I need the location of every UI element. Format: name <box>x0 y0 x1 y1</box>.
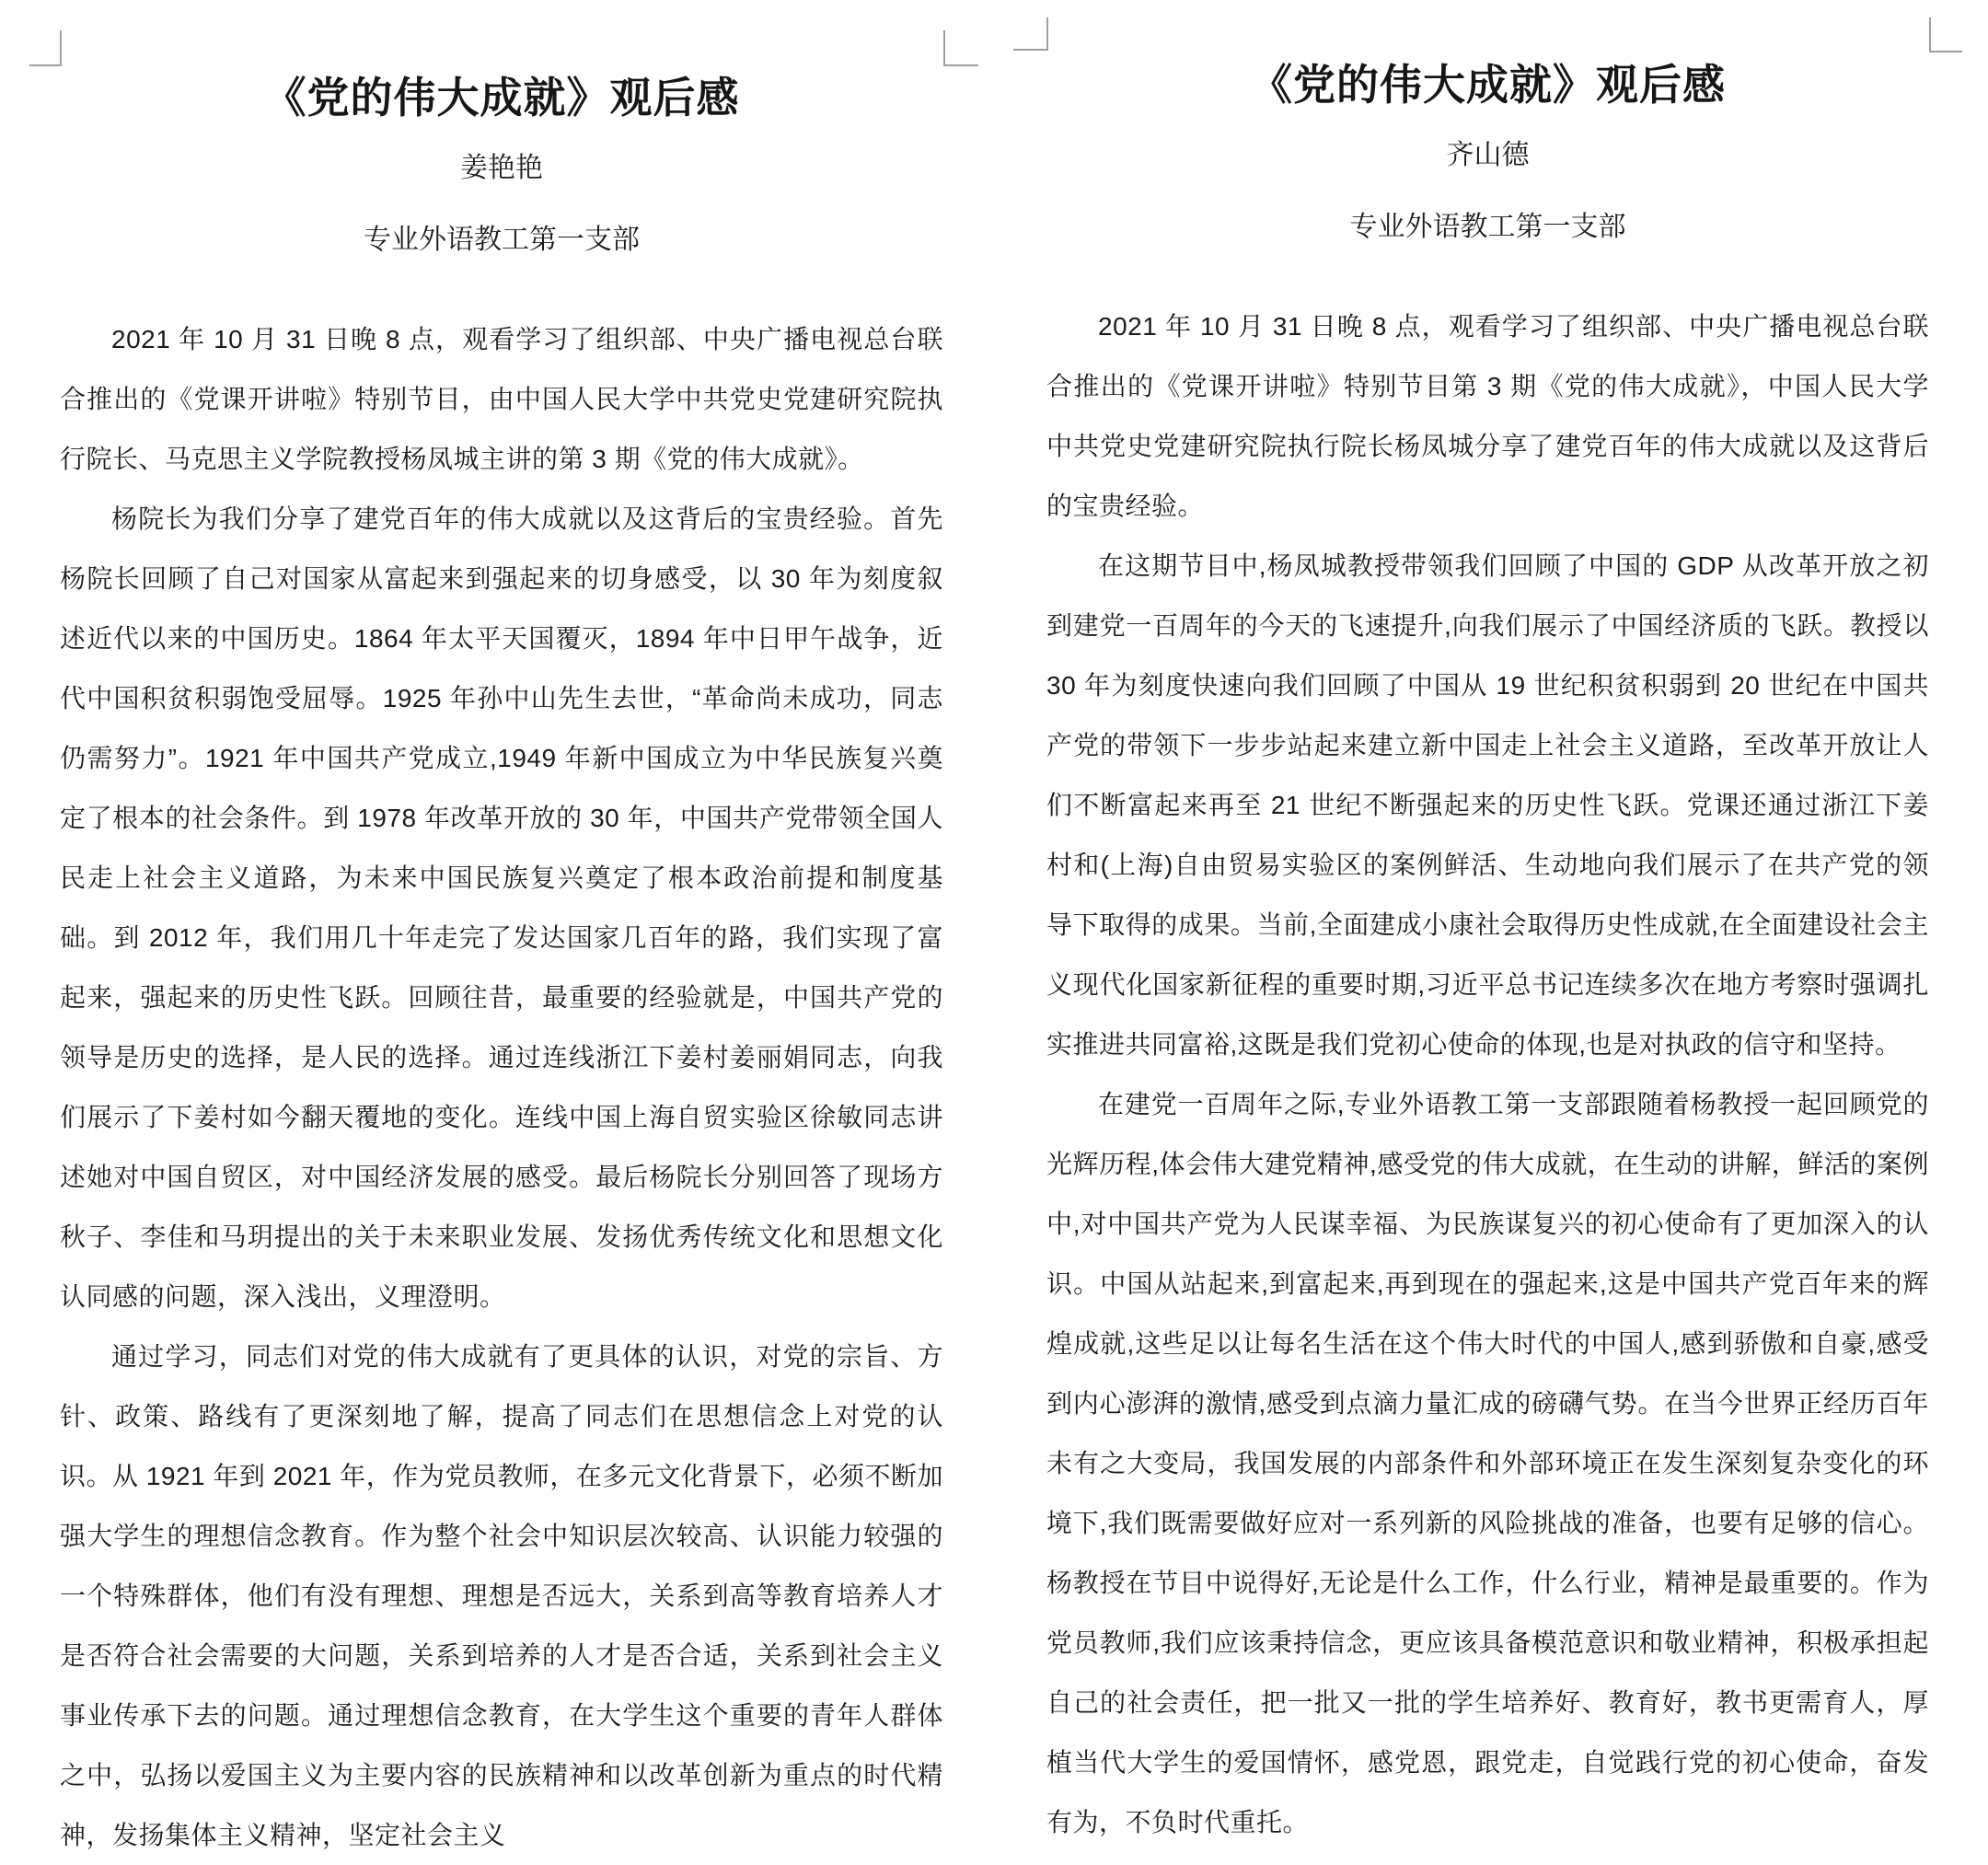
paragraph: 在建党一百周年之际,专业外语教工第一支部跟随着杨教授一起回顾党的光辉历程,体会伟大建党精神,感受党的伟大成就，在生动的讲解，鲜活的案例中,对中国共产党为人民谋幸福、为民族谋复兴的初心使命有了更加深入的认识。中国从站起来,到富起来,再到现在的强起来,这是中国共产党百年来的辉煌成就,这些足以让每名生活在这个伟大时代的中国人,感到骄傲和自豪,感受到内心澎湃的激情,感受到点滴力量汇成的磅礴气势。在当今世界正经历百年未有之大变局，我国发展的内部条件和外部环境正在发生深刻复杂变化的环境下,我们既需要做好应对一系列新的风险挑战的准备，也要有足够的信心。杨教授在节目中说得好,无论是什么工作，什么行业，精神是最重要的。作为党员教师,我们应该秉持信念，更应该具备模范意识和敬业精神，积极承担起自己的社会责任，把一批又一批的学生培养好、教育好，教书更需育人，厚植当代大学生的爱国情怀，感党恩，跟党走，自觉践行党的初心使命，奋发有为，不负时代重托。 <box>1046 1090 1929 1836</box>
author-name: 齐山德 <box>1446 140 1530 170</box>
department-name: 专业外语教工第一支部 <box>1349 212 1626 242</box>
margin-corner-top-right-icon <box>1929 17 1962 52</box>
margin-corner-top-left-icon <box>29 30 62 66</box>
page-title: 《党的伟大成就》观后感 <box>263 74 740 122</box>
margin-corner-top-right-icon <box>943 30 978 66</box>
document-body <box>1046 296 1929 1852</box>
paragraph: 2021 年 10 月 31 日晚 8 点，观看学习了组织部、中央广播电视总台联合推出的《党课开讲啦》特别节目第 3 期《党的伟大成就》，中国人民大学中共党史党建研究院执行院长杨凤城分享了建党百年的伟大成就以及这背后的宝贵经验。 <box>1046 312 1929 520</box>
paragraph: 在这期节目中,杨凤城教授带领我们回顾了中国的 GDP 从改革开放之初到建党一百周年的今天的飞速提升,向我们展示了中国经济质的飞跃。教授以 30 年为刻度快速向我们回顾了中国从 19 世纪积贫积弱到 20 世纪在中国共产党的带领下一步步站起来建立新中国走上社会主义道路，至改革开放让人们不断富起来再至 21 世纪不断强起来的历史性飞跃。党课还通过浙江下姜村和(上海)自由贸易实验区的案例鲜活、生动地向我们展示了在共产党的领导下取得的成果。当前,全面建成小康社会取得历史性成就,在全面建设社会主义现代化国家新征程的重要时期,习近平总书记连续多次在地方考察时强调扎实推进共同富裕,这既是我们党初心使命的体现,也是对执政的信守和坚持。 <box>1046 551 1929 1059</box>
document-page-right <box>994 0 1988 1836</box>
paragraph: 通过学习，同志们对党的伟大成就有了更具体的认识，对党的宗旨、方针、政策、路线有了更深刻地了解，提高了同志们在思想信念上对党的认识。从 1921 年到 2021 年，作为党员教师，在多元文化背景下，必须不断加强大学生的理想信念教育。作为整个社会中知识层次较高、认识能力较强的一个特殊群体，他们有没有理想、理想是否远大，关系到高等教育培养人才是否符合社会需要的大问题，关系到培养的人才是否合适，关系到社会主义事业传承下去的问题。通过理想信念教育，在大学生这个重要的青年人群体之中，弘扬以爱国主义为主要内容的民族精神和以改革创新为重点的时代精神，发扬集体主义精神，坚定社会主义 <box>60 1342 943 1849</box>
paragraph: 2021 年 10 月 31 日晚 8 点，观看学习了组织部、中央广播电视总台联合推出的《党课开讲啦》特别节目，由中国人民大学中共党史党建研究院执行院长、马克思主义学院教授杨凤城主讲的第 3 期《党的伟大成就》。 <box>60 325 943 473</box>
department-name: 专业外语教工第一支部 <box>364 225 640 255</box>
margin-corner-top-left-icon <box>1013 17 1048 51</box>
paragraph: 杨院长为我们分享了建党百年的伟大成就以及这背后的宝贵经验。首先杨院长回顾了自己对国家从富起来到强起来的切身感受，以 30 年为刻度叙述近代以来的中国历史。1864 年太平天国覆灭，1894 年中日甲午战争，近代中国积贫积弱饱受屈辱。1925 年孙中山先生去世，“革命尚未成功，同志仍需努力”。1921 年中国共产党成立,1949 年新中国成立为中华民族复兴奠定了根本的社会条件。到 1978 年改革开放的 30 年，中国共产党带领全国人民走上社会主义道路，为未来中国民族复兴奠定了根本政治前提和制度基础。到 2012 年，我们用几十年走完了发达国家几百年的路，我们实现了富起来，强起来的历史性飞跃。回顾往昔，最重要的经验就是，中国共产党的领导是历史的选择，是人民的选择。通过连线浙江下姜村姜丽娟同志，向我们展示了下姜村如今翻天覆地的变化。连线中国上海自贸实验区徐敏同志讲述她对中国自贸区，对中国经济发展的感受。最后杨院长分别回答了现场方秋子、李佳和马玥提出的关于未来职业发展、发扬优秀传统文化和思想文化认同感的问题，深入浅出，义理澄明。 <box>60 504 943 1311</box>
document-page-left <box>0 0 994 1849</box>
page-title: 《党的伟大成就》观后感 <box>1250 61 1726 109</box>
document-body <box>60 309 943 1865</box>
author-name: 姜艳艳 <box>460 153 543 183</box>
